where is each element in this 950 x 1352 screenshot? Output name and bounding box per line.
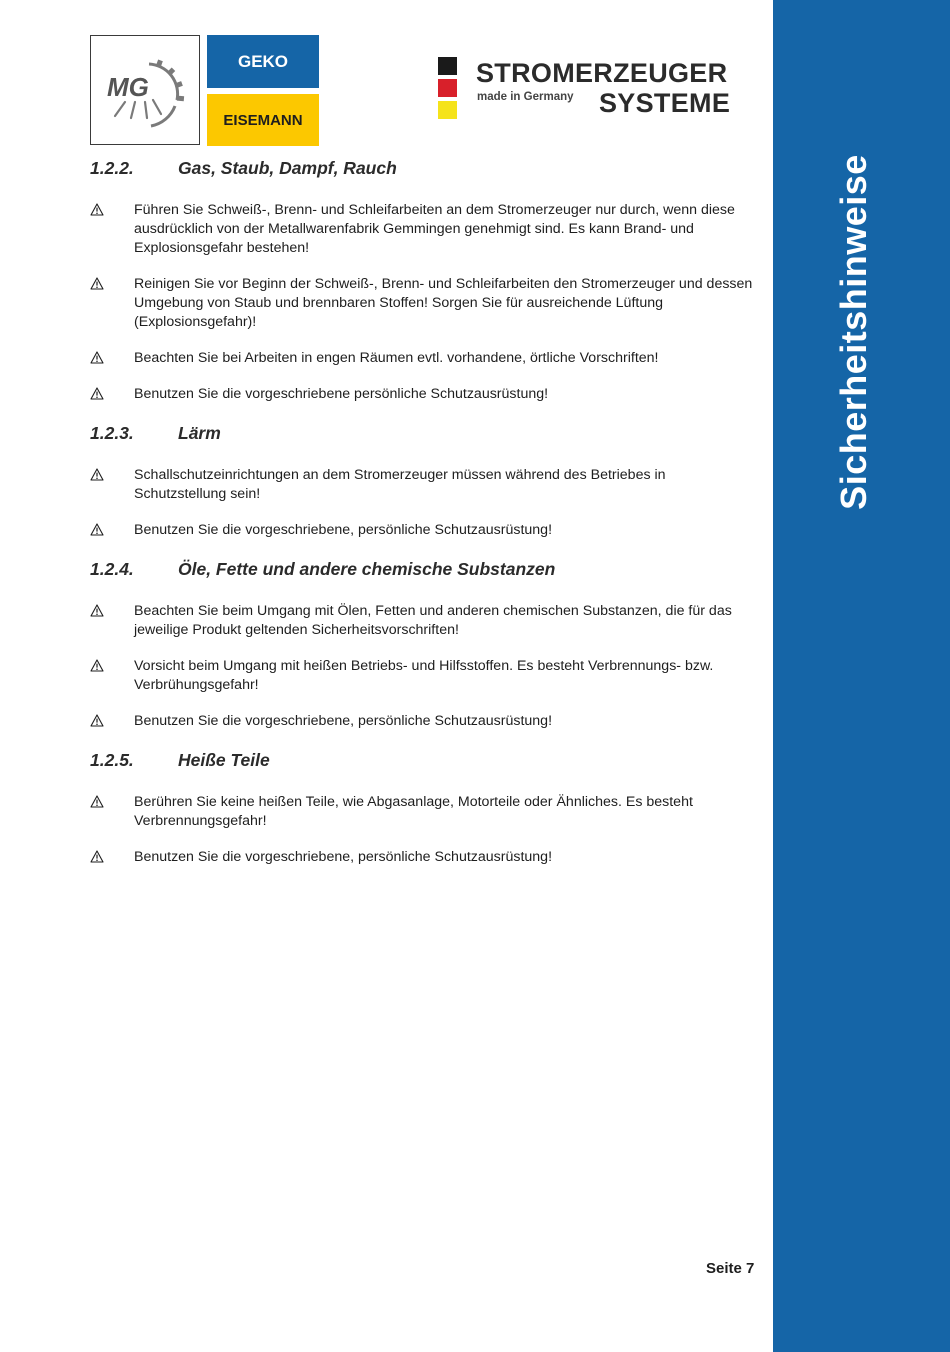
list-item — [90, 466, 760, 504]
list-item-text: Vorsicht beim Umgang mit heißen Betriebs- und Hilfsstoffen. Es besteht Verbrennungs- bzw. Verbrühungsgefahr! — [134, 658, 714, 693]
sidebar-title: Sicherheitshinweise — [833, 154, 874, 510]
warning-triangle-icon — [90, 848, 134, 867]
list-item — [90, 349, 760, 368]
list-item-text: Beachten Sie bei Arbeiten in engen Räumen evtl. vorhandene, örtliche Vorschriften! — [134, 350, 659, 366]
mg-logo-text: MG — [107, 72, 149, 102]
section-heading — [90, 421, 760, 445]
warning-triangle-icon — [90, 349, 134, 368]
document-body — [90, 156, 760, 884]
mg-gear-icon — [91, 36, 201, 146]
brand-line-1: STROMERZEUGER — [476, 58, 728, 88]
section — [90, 156, 760, 404]
section — [90, 557, 760, 731]
list-item-text: Benutzen Sie die vorgeschriebene, persönliche Schutzausrüstung! — [134, 849, 553, 865]
section-number: 1.2.2. — [90, 157, 134, 178]
section-title: Lärm — [178, 422, 221, 443]
section-title: Öle, Fette und andere chemische Substanzen — [178, 558, 556, 579]
section-number: 1.2.5. — [90, 749, 134, 770]
list-item — [90, 793, 760, 831]
section-title: Gas, Staub, Dampf, Rauch — [178, 157, 397, 178]
list-item — [90, 385, 760, 404]
list-item-text: Benutzen Sie die vorgeschriebene, persönliche Schutzausrüstung! — [134, 713, 553, 729]
warning-triangle-icon — [90, 712, 134, 731]
warning-triangle-icon — [90, 275, 134, 332]
flag-stripe-red — [438, 79, 457, 97]
page-number: Seite 7 — [706, 1260, 755, 1277]
warning-triangle-icon — [90, 521, 134, 540]
list-item — [90, 275, 760, 332]
list-item — [90, 201, 760, 258]
mg-logo — [90, 35, 200, 145]
warning-triangle-icon — [90, 602, 134, 640]
warning-triangle-icon — [90, 657, 134, 695]
list-item — [90, 602, 760, 640]
section-number: 1.2.3. — [90, 422, 134, 443]
list-item — [90, 657, 760, 695]
list-item — [90, 712, 760, 731]
list-item — [90, 848, 760, 867]
warning-triangle-icon — [90, 793, 134, 831]
section-number: 1.2.4. — [90, 558, 134, 579]
section-title: Heiße Teile — [178, 749, 270, 770]
section — [90, 748, 760, 867]
warning-triangle-icon — [90, 466, 134, 504]
list-item-text: Reinigen Sie vor Beginn der Schweiß-, Brenn- und Schleifarbeiten den Stromerzeuger und dessen Umgebung von Staub und brennbaren Stoffen! Sorgen Sie für ausreichende Lüftung (Explosionsgefahr)! — [134, 276, 753, 330]
list-item-text: Führen Sie Schweiß-, Brenn- und Schleifarbeiten an dem Stromerzeuger nur durch, wenn diese ausdrücklich von der Metallwarenfabrik Gemmingen genehmigt sind. Es kann Brand- und Explosionsgefahr bestehen! — [134, 202, 735, 256]
list-item-text: Beachten Sie beim Umgang mit Ölen, Fetten und anderen chemischen Substanzen, die für das jeweilige Produkt geltenden Sicherheitsvorschriften! — [134, 603, 732, 638]
section — [90, 421, 760, 540]
warning-triangle-icon — [90, 201, 134, 258]
warning-triangle-icon — [90, 385, 134, 404]
section-heading — [90, 557, 760, 581]
eisemann-logo: EISEMANN — [207, 94, 319, 146]
list-item-text: Schallschutzeinrichtungen an dem Stromerzeuger müssen während des Betriebes in Schutzstellung sein! — [134, 467, 666, 502]
section-heading — [90, 748, 760, 772]
list-item-text: Benutzen Sie die vorgeschriebene persönliche Schutzausrüstung! — [134, 386, 549, 402]
flag-stripe-gold — [438, 101, 457, 119]
brand-line-2: SYSTEME — [599, 88, 731, 118]
list-item-text: Benutzen Sie die vorgeschriebene, persönliche Schutzausrüstung! — [134, 522, 553, 538]
section-heading — [90, 156, 760, 180]
list-item — [90, 521, 760, 540]
brand-tagline: made in Germany — [477, 91, 574, 103]
flag-stripe-black — [438, 57, 457, 75]
geko-logo: GEKO — [207, 35, 319, 88]
list-item-text: Berühren Sie keine heißen Teile, wie Abgasanlage, Motorteile oder Ähnliches. Es besteht Verbrennungsgefahr! — [134, 794, 693, 829]
